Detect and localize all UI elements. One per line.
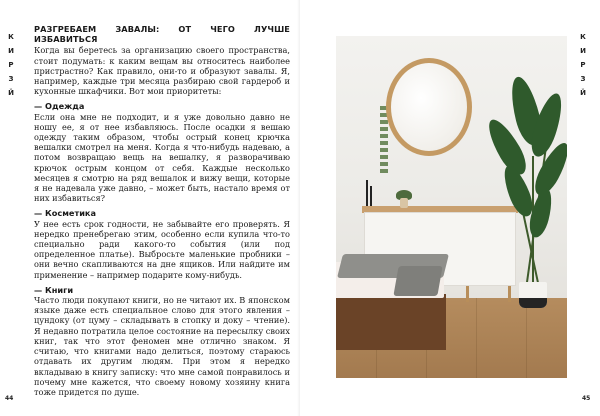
tab-letter: Й bbox=[580, 89, 586, 97]
floor-plank-line bbox=[526, 298, 527, 378]
candle-stick bbox=[370, 186, 372, 206]
tab-letter: Й bbox=[8, 89, 14, 97]
tab-letter: К bbox=[8, 33, 14, 41]
tab-letter: И bbox=[8, 47, 14, 55]
subheading-books: — Книги bbox=[34, 284, 74, 295]
bed-blanket-fold bbox=[393, 266, 442, 296]
bedroom-photo bbox=[336, 36, 567, 378]
tab-letter: И bbox=[580, 47, 586, 55]
right-page bbox=[300, 0, 600, 416]
cabinet-leg bbox=[466, 286, 469, 302]
page-number-left: 44 bbox=[5, 395, 14, 402]
paragraph-cosmetics: У нее есть срок годности, не забывайте его проверять. Я нередко пренебрегаю этим, особенно если купила что-то специально ради какого-то события (или под определенное платье). Выбросьте маленькие пробники – они вечно скапливаются на дне ящиков. Или найдите им применение – например подарите кому-нибудь. bbox=[34, 218, 290, 280]
left-side-tab bbox=[6, 30, 16, 100]
paragraph-books: Часто люди покупают книги, но не читают их. В японском языке даже есть специальное слово для этого явления – цундоку (от цуму – складывать в стопку и доку – чтение). Я недавно потратила целое состояние на пересылку своих книг, так что этот феномен мне отлично знаком. Я считаю, что книгами надо делиться, поэтому стараюсь отдавать их другим людям. При этом я нередко вкладываю в книгу записку: что мне самой понравилось и почему мне кажется, что своему новому хозяину книга тоже придется по душе. bbox=[34, 295, 290, 397]
intro-paragraph: Когда вы беретесь за организацию своего пространства, стоит подумать: к каким вещам вы относитесь наиболее пристрастно? Как правило, они-то и образуют завалы. Я, например, каждые три месяца разбираю свой гардероб и кухонные шкафчики. Вот мои приоритеты: bbox=[34, 45, 290, 97]
tab-letter: Р bbox=[580, 61, 586, 69]
cabinet-leg bbox=[508, 286, 511, 302]
tab-letter: К bbox=[580, 33, 586, 41]
paragraph-clothes: Если она мне не подходит, и я уже довольно давно не ношу ее, я от нее избавляюсь. После осадки я вешаю одежду таким образом, чтобы острый конец крючка вешалки смотрел на меня. Когда я что-нибудь надеваю, а потом возвращаю вещь на вешалку, я разворачиваю крючок острым концом от себя. Каждые несколько месяцев я смотрю на ряд вешалок и вижу вещи, которые я не надевала уже давно, – может быть, настало время от них избавиться? bbox=[34, 111, 290, 204]
left-page-text bbox=[34, 24, 290, 397]
plant-pot-band bbox=[519, 298, 547, 308]
bed-frame bbox=[336, 294, 446, 350]
tab-letter: Р bbox=[8, 61, 14, 69]
candle-stick bbox=[366, 180, 368, 206]
small-pot bbox=[400, 198, 408, 208]
subheading-clothes: — Одежда bbox=[34, 101, 85, 112]
subheading-cosmetics: — Косметика bbox=[34, 208, 97, 219]
round-mirror bbox=[386, 58, 472, 156]
tab-letter: З bbox=[580, 75, 586, 83]
floor-plank-line bbox=[476, 298, 477, 378]
tab-letter: З bbox=[8, 75, 14, 83]
section-heading: РАЗГРЕБАЕМ ЗАВАЛЫ: ОТ ЧЕГО ЛУЧШЕ ИЗБАВИТЬСЯ bbox=[34, 24, 290, 45]
page-number-right: 45 bbox=[582, 395, 591, 402]
right-side-tab bbox=[578, 30, 588, 100]
